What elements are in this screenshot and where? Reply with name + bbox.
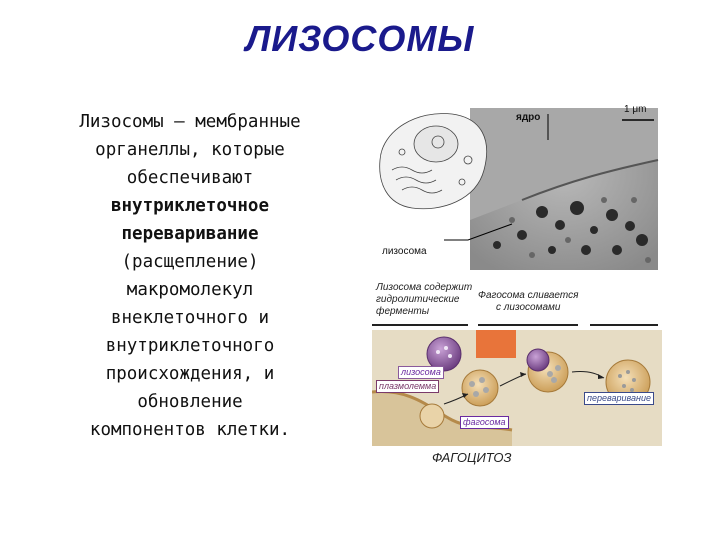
definition-text bbox=[30, 108, 350, 444]
text-line: обеспечивают bbox=[126, 168, 254, 188]
text-line-bold: переваривание bbox=[121, 224, 259, 244]
text-line: внеклеточного и bbox=[110, 308, 270, 328]
caption-fusion bbox=[478, 290, 578, 314]
caption-line: Лизосома содержит bbox=[376, 282, 473, 293]
text-line: обновление bbox=[137, 392, 243, 412]
label-nucleus: ядро bbox=[516, 112, 541, 123]
text-line: происхождения, и bbox=[105, 364, 275, 384]
label-scale: 1 μm bbox=[624, 104, 647, 115]
divider-line bbox=[372, 324, 468, 326]
text-line: макромолекул bbox=[126, 280, 254, 300]
text-line: (расщепление) bbox=[121, 252, 259, 272]
caption-line: гидролитические bbox=[376, 294, 460, 305]
caption-line: Фагосома сливается bbox=[478, 290, 579, 301]
tag-phagosome: фагосома bbox=[460, 416, 509, 429]
text-line: компонентов клетки. bbox=[89, 420, 291, 440]
text-line-bold: внутриклеточное bbox=[110, 196, 270, 216]
label-lysosome: лизосома bbox=[382, 246, 427, 257]
caption-line: с лизосомами bbox=[495, 302, 561, 313]
phagocytosis-heading: ФАГОЦИТОЗ bbox=[432, 450, 512, 465]
text-line: органеллы, которые bbox=[95, 140, 285, 160]
tag-digestion: переваривание bbox=[584, 392, 654, 405]
page-title: ЛИЗОСОМЫ bbox=[245, 18, 475, 59]
divider-line bbox=[590, 324, 658, 326]
tag-plasma-membrane: плазмолемма bbox=[376, 380, 439, 393]
micrograph-figure bbox=[372, 100, 660, 276]
caption-line: ферменты bbox=[376, 306, 430, 317]
phagocytosis-diagram bbox=[372, 330, 662, 446]
divider-line bbox=[478, 324, 578, 326]
text-line: внутриклеточного bbox=[105, 336, 275, 356]
tag-lysosome: лизосома bbox=[398, 366, 444, 379]
text-line: Лизосомы – мембранные bbox=[79, 112, 301, 132]
caption-enzymes bbox=[376, 282, 472, 318]
